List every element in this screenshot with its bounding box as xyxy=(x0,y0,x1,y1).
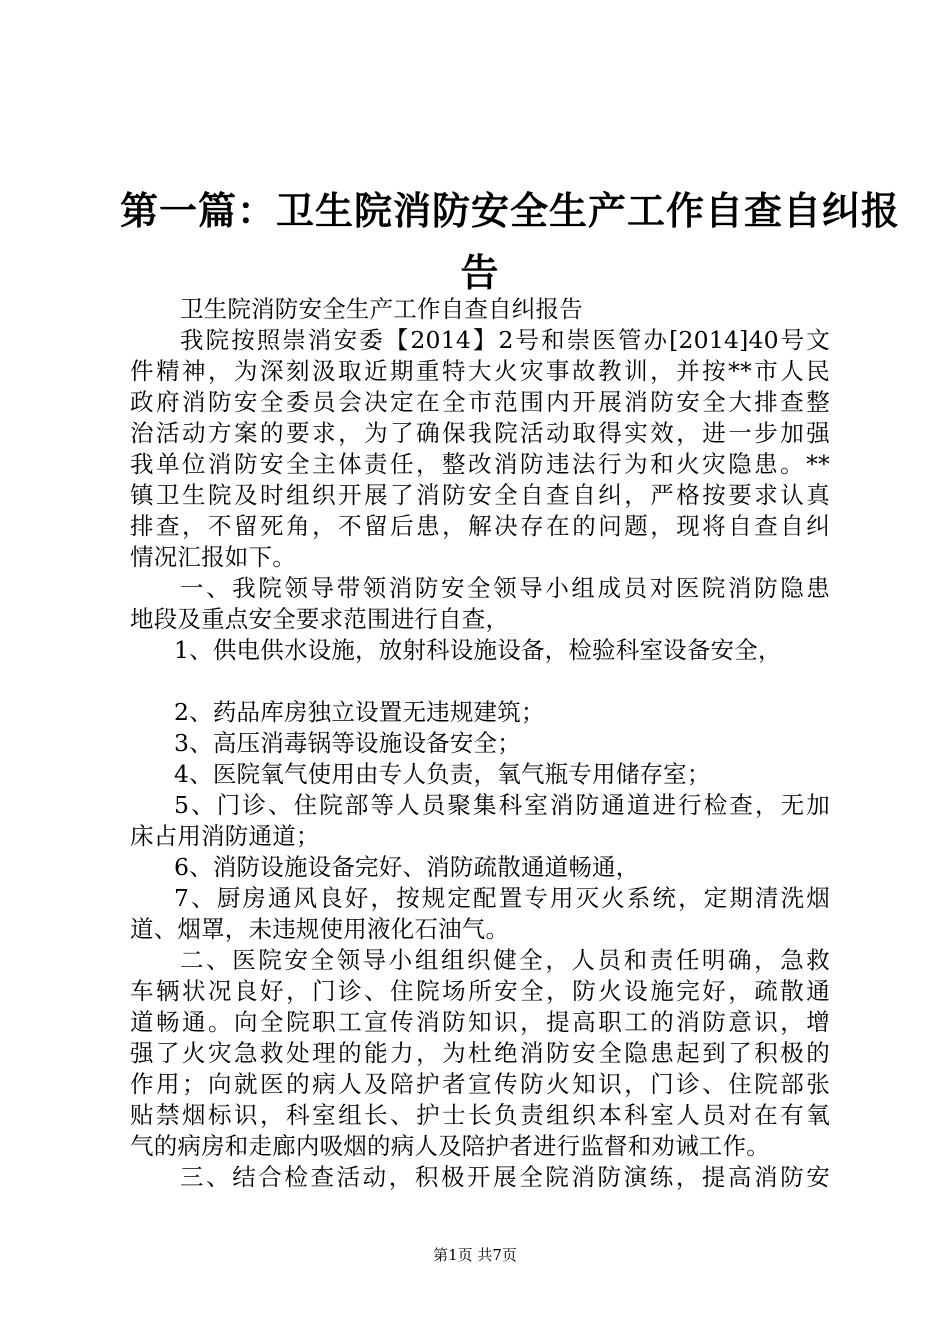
page-number: 第1页 共7页 xyxy=(433,1246,517,1264)
list-item: 3、高压消毒锅等设施设备安全； xyxy=(174,729,521,757)
paragraph-line: 我单位消防安全主体责任，整改消防违法行为和火灾隐患。** xyxy=(130,450,830,478)
title-line-1: 第一篇：卫生院消防安全生产工作自查自纠报 xyxy=(120,188,901,233)
paragraph-line: 贴禁烟标识，科室组长、护士长负责组织本科室人员对在有氧 xyxy=(130,1101,830,1129)
subtitle: 卫生院消防安全生产工作自查自纠报告 xyxy=(180,295,583,323)
paragraph-line: 强了火灾急救处理的能力，为杜绝消防安全隐患起到了积极的 xyxy=(130,1039,830,1067)
paragraph-line: 气的病房和走廊内吸烟的病人及陪护者进行监督和劝诫工作。 xyxy=(130,1132,770,1160)
paragraph-line: 三、结合检查活动，积极开展全院消防演练，提高消防安 xyxy=(180,1163,830,1191)
paragraph-line: 件精神，为深刻汲取近期重特大火灾事故教训，并按**市人民 xyxy=(130,357,830,385)
document-body xyxy=(130,294,830,1193)
paragraph-line: 我院按照崇消安委【2014】2号和崇医管办[2014]40号文 xyxy=(180,326,830,354)
paragraph-line: 情况汇报如下。 xyxy=(130,543,296,571)
paragraph-line: 排查，不留死角，不留后患，解决存在的问题，现将自查自纠 xyxy=(130,512,830,540)
list-item: 1、供电供水设施，放射科设施设备，检验科室设备安全， xyxy=(174,636,782,664)
title-line-2: 告 xyxy=(460,250,500,295)
list-item: 2、药品库房独立设置无违规建筑； xyxy=(174,698,545,726)
paragraph-line: 床占用消防通道； xyxy=(130,822,320,850)
paragraph-line: 道、烟罩，未违规使用液化石油气。 xyxy=(130,915,510,943)
paragraph-line: 镇卫生院及时组织开展了消防安全自查自纠，严格按要求认真 xyxy=(130,481,830,509)
page-footer xyxy=(0,1245,950,1265)
paragraph-line: 治活动方案的要求，为了确保我院活动取得实效，进一步加强 xyxy=(130,419,830,447)
paragraph-line: 车辆状况良好，门诊、住院场所安全，防火设施完好，疏散通 xyxy=(130,977,830,1005)
paragraph-line: 政府消防安全委员会决定在全市范围内开展消防安全大排查整 xyxy=(130,388,830,416)
list-item: 4、医院氧气使用由专人负责，氧气瓶专用储存室； xyxy=(174,760,711,788)
list-item: 5、门诊、住院部等人员聚集科室消防通道进行检查，无加 xyxy=(174,791,830,819)
paragraph-line: 作用；向就医的病人及陪护者宣传防火知识，门诊、住院部张 xyxy=(130,1070,830,1098)
list-item: 6、消防设施设备完好、消防疏散通道畅通， xyxy=(174,853,640,881)
paragraph-line: 道畅通。向全院职工宣传消防知识，提高职工的消防意识，增 xyxy=(130,1008,830,1036)
paragraph-line: 一、我院领导带领消防安全领导小组成员对医院消防隐患 xyxy=(180,574,830,602)
paragraph-line: 地段及重点安全要求范围进行自查， xyxy=(130,605,510,633)
document-title xyxy=(120,180,901,304)
blank-line xyxy=(130,666,830,697)
list-item: 7、厨房通风良好，按规定配置专用灭火系统，定期清洗烟 xyxy=(174,884,830,912)
paragraph-line: 二、医院安全领导小组组织健全，人员和责任明确，急救 xyxy=(180,946,830,974)
